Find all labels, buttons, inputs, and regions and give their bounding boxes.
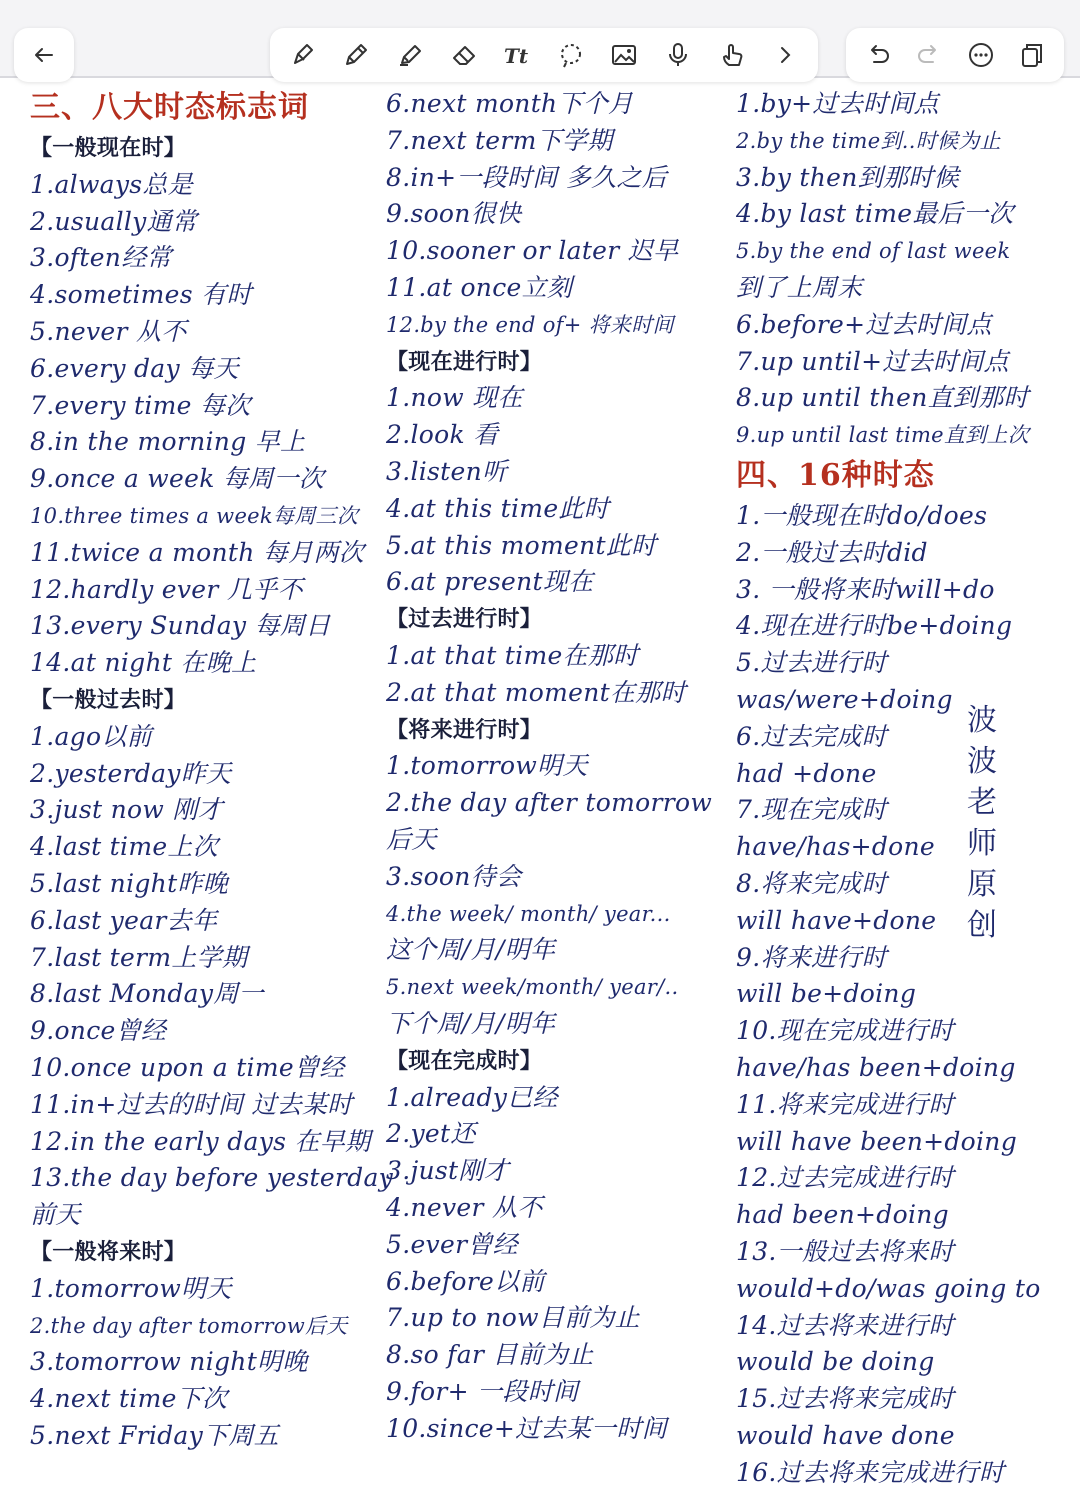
note-line: 4.by last time最后一次 <box>736 199 1014 229</box>
note-line: 10.once upon a time曾经 <box>30 1052 345 1082</box>
note-line: 2.the day after tomorrow后天 <box>30 1313 348 1338</box>
note-line: have/has+done <box>736 832 935 862</box>
note-line: 2.the day after tomorrow <box>386 788 713 818</box>
note-line: had +done <box>736 758 877 788</box>
note-line: 前天 <box>30 1200 81 1230</box>
note-line: 7.up to now目前为止 <box>386 1303 640 1333</box>
note-line: was/were+doing <box>736 684 953 714</box>
note-line: 1.一般现在时do/does <box>736 500 988 530</box>
note-line: 15.过去将来完成时 <box>736 1384 954 1414</box>
note-line: 2.一般过去时did <box>736 537 928 567</box>
signature-char: 师 <box>967 826 997 861</box>
tense-subheading: 【一般过去时】 <box>30 686 187 713</box>
note-column-1 <box>30 86 394 1455</box>
more-icon[interactable] <box>961 35 1001 75</box>
tense-subheading: 【现在完成时】 <box>386 1047 543 1074</box>
note-line: 6.过去完成时 <box>736 721 887 751</box>
note-line: 11.in+过去的时间 过去某时 <box>30 1089 353 1119</box>
note-line: will have been+doing <box>736 1126 1017 1156</box>
note-line: 2.yesterday昨天 <box>30 758 232 788</box>
note-line: 8.up until then直到那时 <box>736 383 1029 413</box>
note-line: 14.过去将来进行时 <box>736 1310 954 1340</box>
text-tool-icon[interactable] <box>497 35 537 75</box>
note-line: 9.up until last time直到上次 <box>736 423 1030 448</box>
note-line: 9.soon很快 <box>386 199 522 229</box>
lasso-icon[interactable] <box>551 35 591 75</box>
note-line: 12.过去完成进行时 <box>736 1163 954 1193</box>
note-line: 6.every day 每天 <box>30 353 239 383</box>
back-arrow-icon[interactable] <box>24 35 64 75</box>
note-line: 6.next month下个月 <box>386 89 634 118</box>
note-line: 11.twice a month 每月两次 <box>30 537 365 567</box>
drawing-tools-bar <box>270 28 818 82</box>
note-line: 7.现在完成时 <box>736 795 887 825</box>
note-line: 2.at that moment在那时 <box>386 677 686 707</box>
note-line: 13.every Sunday 每周日 <box>30 611 331 641</box>
note-line: will be+doing <box>736 979 917 1009</box>
note-line: 4.next time下次 <box>30 1384 228 1414</box>
redo-icon[interactable] <box>909 35 949 75</box>
note-line: 1.at that time在那时 <box>386 640 639 670</box>
note-line: would+do/was going to <box>736 1273 1041 1303</box>
note-line: 1.already已经 <box>386 1082 558 1112</box>
note-line: 6.at present现在 <box>386 567 594 597</box>
note-line: 8.last Monday周一 <box>30 979 264 1009</box>
note-line: 1.ago以前 <box>30 721 152 751</box>
note-line: 10.since+过去某一时间 <box>386 1413 667 1443</box>
tense-subheading: 【过去进行时】 <box>386 606 543 633</box>
pencil-icon[interactable] <box>336 35 376 75</box>
tense-subheading: 【将来进行时】 <box>386 716 543 743</box>
note-line: 下个周/月/明年 <box>386 1008 556 1038</box>
signature-char: 创 <box>967 908 997 943</box>
note-line: 3.by then到那时候 <box>736 162 959 192</box>
note-line: 4.现在进行时be+doing <box>736 611 1013 641</box>
note-line: 12.in the early days 在早期 <box>30 1126 371 1156</box>
note-line: 5.过去进行时 <box>736 648 887 678</box>
note-line: had been+doing <box>736 1200 949 1230</box>
note-line: 6.before以前 <box>386 1266 545 1296</box>
note-line: 8.将来完成时 <box>736 868 887 898</box>
note-line: 1.tomorrow明天 <box>30 1273 232 1303</box>
note-line: 5.at this moment此时 <box>386 530 657 560</box>
note-line: 后天 <box>386 824 437 854</box>
back-button[interactable] <box>14 28 74 82</box>
note-line: 2.look 看 <box>386 420 499 450</box>
note-line: 8.in+一段时间 多久之后 <box>386 162 668 192</box>
signature-char: 老 <box>967 785 997 820</box>
note-line: 12.by the end of+ 将来时间 <box>386 312 674 337</box>
note-line: will have+done <box>736 905 937 935</box>
note-line: 3.tomorrow night明晚 <box>30 1347 308 1377</box>
note-line: have/has been+doing <box>736 1052 1016 1082</box>
eraser-icon[interactable] <box>444 35 484 75</box>
note-line: 2.yet还 <box>386 1119 476 1149</box>
history-tools-bar <box>846 28 1064 82</box>
note-line: 3.just now 刚才 <box>30 795 223 825</box>
note-line: 4.sometimes 有时 <box>30 280 252 310</box>
note-line: 3.listen听 <box>386 456 508 486</box>
note-line: 5.next Friday下周五 <box>30 1420 279 1450</box>
note-line: 14.at night 在晚上 <box>30 648 257 678</box>
app-toolbar <box>0 0 1080 78</box>
microphone-icon[interactable] <box>658 35 698 75</box>
tense-subheading: 【一般将来时】 <box>30 1238 187 1265</box>
section-heading: 四、16种时态 <box>736 457 935 493</box>
note-line: 7.next term下学期 <box>386 125 613 155</box>
note-line: 4.last time上次 <box>30 832 219 862</box>
note-line: 5.next week/month/ year/.. <box>386 975 679 1000</box>
note-line: 11.at once立刻 <box>386 272 573 302</box>
note-line: 7.every time 每次 <box>30 390 251 420</box>
note-line: 6.before+过去时间点 <box>736 309 992 339</box>
note-line: 9.once a week 每周一次 <box>30 464 325 494</box>
signature-char: 波 <box>967 744 997 779</box>
note-line: 10.sooner or later 迟早 <box>386 236 679 266</box>
signature-char: 原 <box>967 867 997 902</box>
note-line: 3. 一般将来时will+do <box>736 574 995 604</box>
note-line: would be doing <box>736 1347 935 1377</box>
note-line: 16.过去将来完成进行时 <box>736 1457 1005 1487</box>
note-line: 1.tomorrow明天 <box>386 751 588 781</box>
undo-icon[interactable] <box>858 35 898 75</box>
image-icon[interactable] <box>604 35 644 75</box>
note-line: 4.the week/ month/ year... <box>386 901 671 926</box>
note-column-2 <box>386 86 736 1447</box>
note-line: 13.the day before yesterday <box>30 1163 394 1193</box>
note-line: 6.last year去年 <box>30 905 218 935</box>
section-heading: 三、八大时态标志词 <box>30 90 309 125</box>
note-line: 8.in the morning 早上 <box>30 427 306 457</box>
note-line: 12.hardly ever 几乎不 <box>30 574 303 604</box>
note-line: 9.将来进行时 <box>736 942 887 972</box>
note-line: 9.for+ 一段时间 <box>386 1376 579 1406</box>
pages-icon[interactable] <box>1012 35 1052 75</box>
note-line: 4.at this time此时 <box>386 493 610 523</box>
pen-icon[interactable] <box>283 35 323 75</box>
chevron-right-icon[interactable] <box>765 35 805 75</box>
note-line: 13.一般过去将来时 <box>736 1236 954 1266</box>
signature-char: 波 <box>967 703 997 738</box>
note-line: 3.soon待会 <box>386 861 522 891</box>
note-line: 9.once曾经 <box>30 1016 167 1046</box>
note-line: 10.现在完成进行时 <box>736 1016 954 1046</box>
note-line: 3.often经常 <box>30 243 172 273</box>
note-line: 7.last term上学期 <box>30 942 248 972</box>
note-line: 8.so far 目前为止 <box>386 1340 594 1370</box>
note-line: 1.by+过去时间点 <box>736 89 939 118</box>
note-line: 2.by the time到..时候为止 <box>736 128 1001 153</box>
note-line: 4.never 从不 <box>386 1192 543 1222</box>
note-line: 2.usually通常 <box>30 206 198 236</box>
note-line: 5.last night昨晚 <box>30 868 229 898</box>
note-line: would have done <box>736 1420 955 1450</box>
note-line: 5.ever曾经 <box>386 1229 518 1259</box>
note-line: 10.three times a week每周三次 <box>30 503 359 528</box>
note-line: 到了上周末 <box>736 272 863 302</box>
highlighter-icon[interactable] <box>390 35 430 75</box>
tense-subheading: 【一般现在时】 <box>30 135 187 161</box>
note-line: 这个周/月/明年 <box>386 935 556 965</box>
note-line: 7.up until+过去时间点 <box>736 346 1009 376</box>
note-line: 11.将来完成进行时 <box>736 1089 954 1119</box>
note-line: 1.always总是 <box>30 169 194 199</box>
tense-subheading: 【现在进行时】 <box>386 348 543 375</box>
svg-text:Tt: Tt <box>504 44 529 68</box>
note-line: 5.by the end of last week <box>736 239 1011 264</box>
note-line: 1.now 现在 <box>386 383 523 413</box>
note-line: 5.never 从不 <box>30 316 187 346</box>
note-column-3 <box>736 86 1080 1491</box>
finger-touch-icon[interactable] <box>712 35 752 75</box>
note-line: 3.just刚才 <box>386 1156 509 1186</box>
